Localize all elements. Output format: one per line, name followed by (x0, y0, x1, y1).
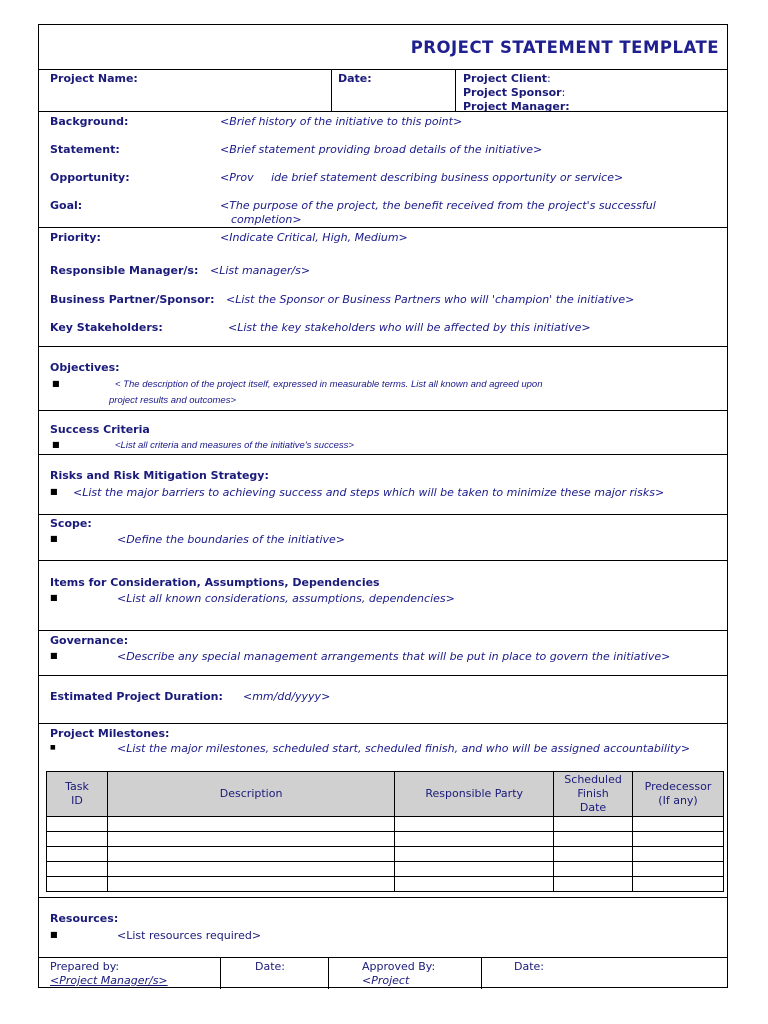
statement-label: Statement: (50, 143, 120, 156)
divider (328, 958, 329, 989)
responsible-manager-value: <List manager/s> (210, 264, 311, 277)
table-cell[interactable] (633, 832, 724, 847)
priority-value: <Indicate Critical, High, Medium> (220, 231, 408, 244)
prepared-date-label: Date: (255, 960, 285, 973)
milestones-table (46, 771, 724, 892)
background-label: Background: (50, 115, 129, 128)
scope-section (39, 514, 727, 561)
table-cell[interactable] (633, 862, 724, 877)
goal-value-continued: completion> (231, 213, 302, 226)
table-cell[interactable] (47, 847, 108, 862)
governance-line: <Describe any special management arrangements that will be put in place to govern the initiative> (117, 650, 671, 663)
resources-line: <List resources required> (117, 929, 262, 942)
risks-line: <List the major barriers to achieving success and steps which will be taken to minimize these major risks> (73, 486, 665, 499)
table-cell[interactable] (107, 832, 394, 847)
key-stakeholders-label: Key Stakeholders: (50, 321, 163, 334)
goal-label: Goal: (50, 199, 83, 212)
table-cell[interactable] (633, 877, 724, 892)
opportunity-label: Opportunity: (50, 171, 130, 184)
bullet-icon: ■ (50, 930, 58, 939)
considerations-line: <List all known considerations, assumptions, dependencies> (117, 592, 455, 605)
bullet-icon: ■ (50, 534, 58, 543)
table-row (47, 877, 724, 892)
table-cell[interactable] (107, 877, 394, 892)
success-criteria-line: <List all criteria and measures of the initiative's success> (115, 440, 354, 451)
risks-section (39, 454, 727, 515)
resources-section (39, 897, 727, 958)
bullet-icon: ■ (50, 487, 58, 496)
bullet-icon: ■ (50, 744, 56, 751)
signoff-row (39, 957, 727, 989)
objectives-label: Objectives: (50, 361, 120, 374)
governance-label: Governance: (50, 634, 129, 647)
divider (220, 958, 221, 989)
responsible-manager-label: Responsible Manager/s: (50, 264, 199, 277)
key-stakeholders-value: <List the key stakeholders who will be affected by this initiative> (228, 321, 591, 334)
divider (455, 70, 456, 112)
duration-value: <mm/dd/yyyy> (243, 690, 331, 703)
approved-by-label: Approved By: (362, 960, 436, 973)
predecessor-header: Predecessor (If any) (633, 772, 724, 817)
table-cell[interactable] (554, 847, 633, 862)
approved-by-value: <Project (362, 974, 410, 987)
milestones-header-row (47, 772, 724, 817)
objectives-line-1: < The description of the project itself, expressed in measurable terms. List all known and agreed upon (115, 379, 543, 390)
table-cell[interactable] (107, 862, 394, 877)
success-criteria-label: Success Criteria (50, 423, 150, 436)
success-criteria-section (39, 410, 727, 455)
governance-section (39, 630, 727, 676)
background-value: <Brief history of the initiative to this point> (220, 115, 463, 128)
document-title: PROJECT STATEMENT TEMPLATE (410, 38, 719, 57)
considerations-label: Items for Consideration, Assumptions, Dependencies (50, 576, 380, 589)
table-cell[interactable] (554, 877, 633, 892)
table-cell[interactable] (107, 847, 394, 862)
bullet-icon: ■ (50, 651, 58, 660)
bullet-icon: ■ (50, 593, 58, 602)
table-cell[interactable] (47, 877, 108, 892)
divider (331, 70, 332, 112)
statement-value: <Brief statement providing broad details of the initiative> (220, 143, 543, 156)
table-cell[interactable] (633, 847, 724, 862)
approved-date-label: Date: (514, 960, 544, 973)
table-cell[interactable] (395, 847, 554, 862)
table-cell[interactable] (395, 817, 554, 832)
table-cell[interactable] (47, 817, 108, 832)
table-row (47, 817, 724, 832)
scheduled-finish-header: Scheduled Finish Date (554, 772, 633, 817)
table-cell[interactable] (633, 817, 724, 832)
table-cell[interactable] (554, 832, 633, 847)
table-row (47, 832, 724, 847)
table-cell[interactable] (107, 817, 394, 832)
milestones-label: Project Milestones: (50, 727, 170, 740)
prepared-by-value[interactable]: <Project Manager/s> (50, 974, 168, 987)
table-cell[interactable] (554, 862, 633, 877)
business-partner-value: <List the Sponsor or Business Partners who will 'champion' the initiative> (226, 293, 635, 306)
objectives-line-2: project results and outcomes> (109, 395, 236, 406)
table-cell[interactable] (47, 862, 108, 877)
scope-line: <Define the boundaries of the initiative> (117, 533, 346, 546)
date-label: Date: (338, 72, 372, 85)
duration-section (39, 675, 727, 724)
table-cell[interactable] (395, 832, 554, 847)
goal-value: <The purpose of the project, the benefit received from the project's successful (220, 199, 656, 212)
project-manager-label: Project Manager: (463, 100, 570, 113)
objectives-section (39, 346, 727, 411)
bullet-icon: ■ (52, 440, 60, 449)
duration-label: Estimated Project Duration: (50, 690, 223, 703)
divider (481, 958, 482, 989)
prepared-by-label: Prepared by: (50, 960, 120, 973)
responsible-party-header: Responsible Party (395, 772, 554, 817)
table-row (47, 862, 724, 877)
project-statement-document (38, 24, 728, 988)
initiative-overview-section (39, 111, 727, 228)
scope-label: Scope: (50, 517, 92, 530)
risks-label: Risks and Risk Mitigation Strategy: (50, 469, 269, 482)
table-cell[interactable] (554, 817, 633, 832)
project-client-label: Project Client: (463, 72, 551, 85)
considerations-section (39, 560, 727, 631)
project-name-label: Project Name: (50, 72, 138, 85)
table-cell[interactable] (395, 862, 554, 877)
priority-label: Priority: (50, 231, 101, 244)
description-header: Description (107, 772, 394, 817)
table-cell[interactable] (47, 832, 108, 847)
bullet-icon: ■ (52, 379, 60, 388)
table-cell[interactable] (395, 877, 554, 892)
task-id-header: Task ID (47, 772, 108, 817)
business-partner-label: Business Partner/Sponsor: (50, 293, 215, 306)
table-row (47, 847, 724, 862)
project-sponsor-label: Project Sponsor: (463, 86, 566, 99)
header-row (39, 69, 727, 112)
resources-label: Resources: (50, 912, 119, 925)
opportunity-value: <Prov ide brief statement describing business opportunity or service> (220, 171, 624, 184)
milestones-line: <List the major milestones, scheduled start, scheduled finish, and who will be assigned accountability> (117, 742, 691, 755)
stakeholders-section (39, 227, 727, 347)
